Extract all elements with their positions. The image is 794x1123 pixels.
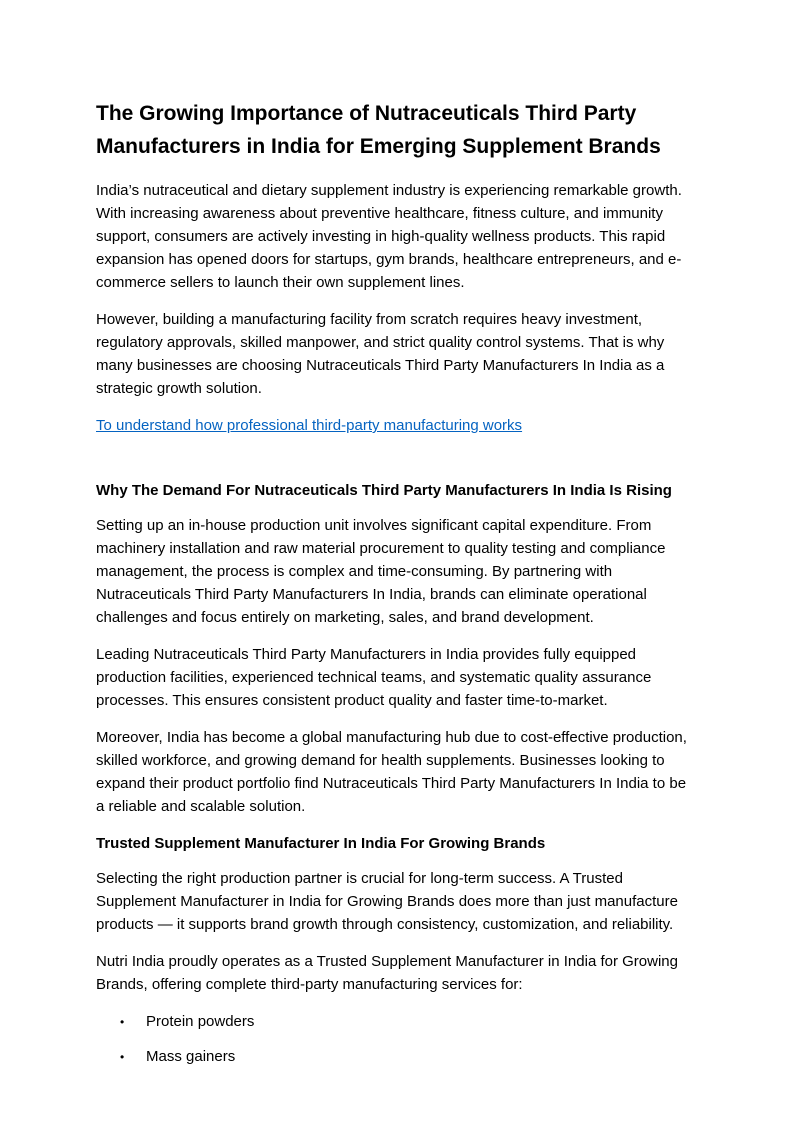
section-heading-demand-rising: Why The Demand For Nutraceuticals Third Party Manufacturers In India Is Rising xyxy=(96,482,672,499)
bullet-list xyxy=(96,1010,696,1069)
intro-paragraph-2: However, building a manufacturing facility from scratch requires heavy investment, regulatory approvals, skilled manpower, and strict quality control systems. That is why many businesses are choosing Nutraceuticals Third Party Manufacturers In India as a strategic growth solution. xyxy=(96,311,665,397)
third-party-manufacturing-link[interactable]: To understand how professional third-party manufacturing works xyxy=(96,417,523,434)
trusted-paragraph-2: Nutri India proudly operates as a Trusted Supplement Manufacturer in India for Growing Brands, offering complete third-party manufacturing services for: xyxy=(96,953,678,993)
intro-paragraph-1: India’s nutraceutical and dietary supplement industry is experiencing remarkable growth. With increasing awareness about preventive healthcare, fitness culture, and immunity support, consumers are actively investing in high-quality wellness products. This rapid expansion has opened doors for startups, gym brands, healthcare entrepreneurs, and e-commerce sellers to launch their own supplement lines. xyxy=(96,182,682,291)
demand-paragraph-1: Setting up an in-house production unit involves significant capital expenditure. From machinery installation and raw material procurement to quality testing and compliance management, the process is complex and time-consuming. By partnering with Nutraceuticals Third Party Manufacturers In India, brands can eliminate operational challenges and focus entirely on marketing, sales, and brand development. xyxy=(96,517,666,626)
list-item-text: Protein powders xyxy=(146,1013,255,1030)
demand-paragraph-2: Leading Nutraceuticals Third Party Manufacturers in India provides fully equipped production facilities, experienced technical teams, and systematic quality assurance processes. This ensures consistent product quality and faster time-to-market. xyxy=(96,646,652,709)
bullet-icon: • xyxy=(120,1050,125,1064)
list-item-text: Mass gainers xyxy=(146,1048,236,1065)
hyperlink-line xyxy=(96,414,696,437)
bullet-icon: • xyxy=(120,1015,125,1029)
trusted-paragraph-1: Selecting the right production partner is crucial for long-term success. A Trusted Supplement Manufacturer in India for Growing Brands does more than just manufacture products — it supports brand growth through consistency, customization, and reliability. xyxy=(96,870,678,933)
list-item xyxy=(120,1045,696,1069)
section-heading-trusted-manufacturer: Trusted Supplement Manufacturer In India For Growing Brands xyxy=(96,835,546,852)
demand-paragraph-3: Moreover, India has become a global manufacturing hub due to cost-effective production, skilled workforce, and growing demand for health supplements. Businesses looking to expand their product portfolio find Nutraceuticals Third Party Manufacturers In India to be a reliable and scalable solution. xyxy=(96,729,687,815)
list-item xyxy=(120,1010,696,1034)
document-title: The Growing Importance of Nutraceuticals Third Party Manufacturers in India for Emerging Supplement Brands xyxy=(96,102,661,158)
